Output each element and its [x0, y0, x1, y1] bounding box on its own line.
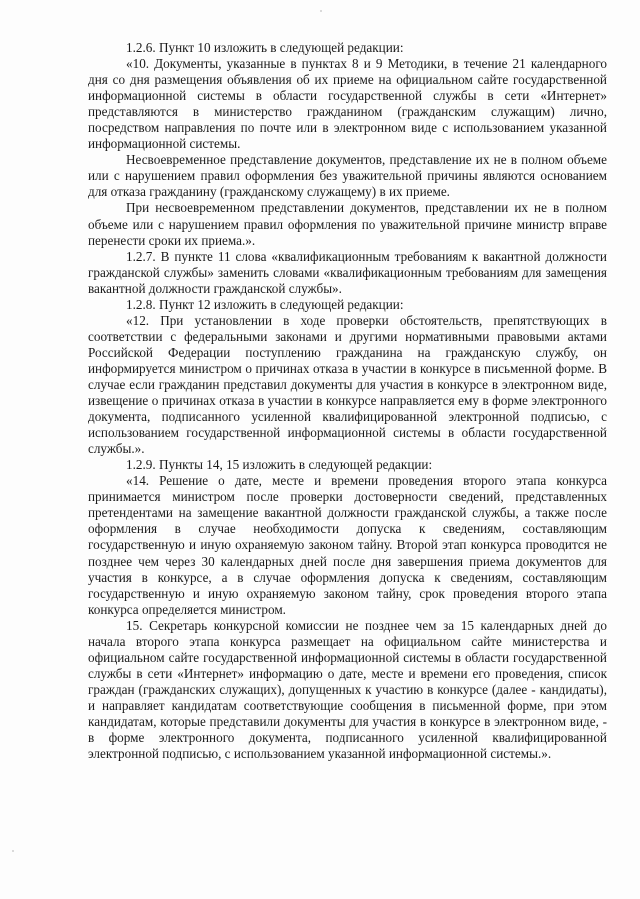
paragraph-item-15: 15. Секретарь конкурсной комиссии не позднее чем за 15 календарных дней до начала второго этапа конкурса размещает на официальном сайте министерства и официальном сайте государственной информационной системы в области государственной службы в сети «Интернет» информацию о дате, месте и времени его проведения, список граждан (гражданских служащих), допущенных к участию в конкурсе (далее - кандидаты), и направляет кандидатам соответствующие сообщения в письменной форме, при этом кандидатам, которые представили документы для участия в конкурсе в электронном виде, - в форме электронного документа, подписанного усиленной квалифицированной электронной подписью, с использованием указанной информационной системы.». — [88, 617, 607, 762]
scan-speck — [12, 850, 14, 852]
paragraph-late-submission: Несвоевременное представление документов, представление их не в полном объеме или с нарушением правил оформления без уважительной причины являются основанием для отказа гражданину (гражданскому служащему) в их приеме. — [88, 152, 607, 200]
clause-1-2-8-heading: 1.2.8. Пункт 12 изложить в следующей редакции: — [126, 296, 404, 312]
clause-1-2-7: 1.2.7. В пункте 11 слова «квалификационным требованиям к вакантной должности гражданской службы» заменить словами «квалификационным требованиям для замещения вакантной должности гражданской службы». — [88, 248, 607, 296]
paragraph-item-12: «12. При установлении в ходе проверки обстоятельств, препятствующих в соответствии с федеральными законами и другими нормативными правовыми актами Российской Федерации поступлению гражданина на гражданскую службу, он информируется министром о причинах отказа в участии в конкурсе в письменной форме. В случае если гражданин представил документы для участия в конкурсе в электронном виде, извещение о причинах отказа в участии в конкурсе направляется ему в форме электронного документа, подписанного усиленной квалифицированной электронной подписью, с использованием государственной информационной системы в области государственной службы.». — [88, 312, 607, 457]
paragraph-item-14: «14. Решение о дате, месте и времени проведения второго этапа конкурса принимается министром после проверки достоверности сведений, представленных претендентами на замещение вакантной должности гражданской службы, а также после оформления в случае необходимости допуска к сведениям, составляющим государственную и иную охраняемую законом тайну. Второй этап конкурса проводится не позднее чем через 30 календарных дней после дня завершения приема документов для участия в конкурсе, а в случае оформления допуска к сведениям, составляющим государственную и иную охраняемую законом тайну, срок проведения второго этапа конкурса определяется министром. — [88, 473, 607, 617]
clause-1-2-6-heading: 1.2.6. Пункт 10 изложить в следующей редакции: — [126, 40, 404, 55]
clause-1-2-9-heading: 1.2.9. Пункты 14, 15 изложить в следующей редакции: — [126, 457, 433, 473]
paragraph-valid-reason: При несвоевременном представлении документов, представлении их не в полном объеме или с нарушением правил оформления по уважительной причине министр вправе перенести сроки их приема.». — [88, 200, 607, 248]
scan-speck — [320, 10, 322, 12]
paragraph-item-10: «10. Документы, указанные в пунктах 8 и 9 Методики, в течение 21 календарного дня со дня размещения объявления об их приеме на официальном сайте государственной информационной системы в области государственной службы в сети «Интернет» представляются в министерство гражданином (гражданским служащим) лично, посредством направления по почте или в электронном виде с использованием указанной информационной системы. — [88, 56, 607, 152]
document-body — [88, 40, 607, 762]
